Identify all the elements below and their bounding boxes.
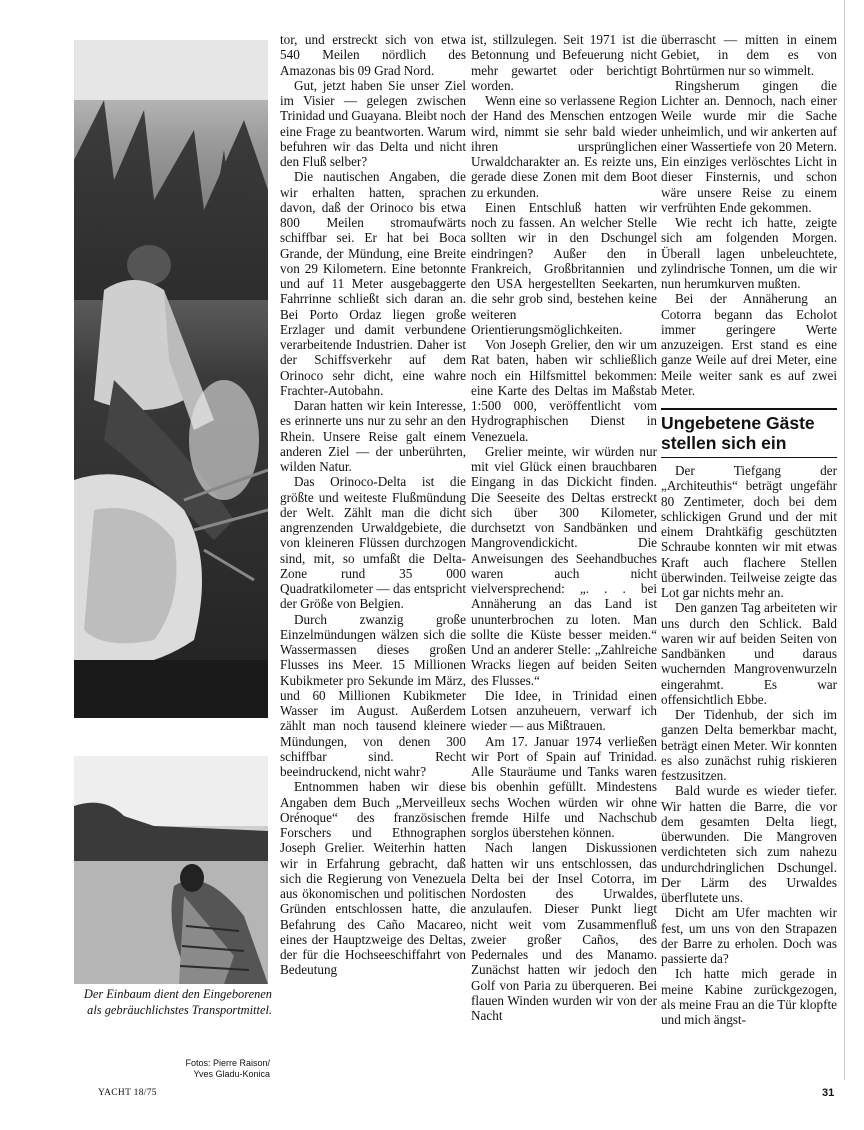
paragraph: Daran hatten wir kein Interesse, es erinnerte uns nur zu sehr an den Rhein. Unsere Reise galt einem anderen Ziel — der unberührten, wilden Natur.: [280, 398, 466, 474]
paragraph: Die Idee, in Trinidad einen Lotsen anzuheuern, verwarf ich wieder — aus Mißtrauen.: [471, 687, 657, 734]
paragraph: Das Orinoco-Delta ist die größte und weiteste Flußmündung der Welt. Zählt man die dicht angrenzenden Urwaldgebiete, die von kleineren Flüssen durchzogen sind, mit, so umfaßt die Delta-Zone rund 35 000 Quadratkilometer — das entspricht der Größe von Belgien.: [280, 474, 466, 612]
paragraph: Durch zwanzig große Einzelmündungen wälzen sich die Wassermassen dieses großen Flusses ins Meer. 15 Millionen Kubikmeter pro Sekunde im März, und 60 Millionen Kubikmeter Wasser im August. Außerdem zählt man noch tausend kleinere Mündungen, von denen 300 schiffbar sind. Recht beeindruckend, nicht wahr?: [280, 611, 466, 779]
page-number: 31: [822, 1087, 835, 1099]
magazine-issue-label: YACHT 18/75: [98, 1088, 157, 1098]
paragraph: Den ganzen Tag arbeiteten wir uns durch den Schlick. Bald waren wir auf beiden Seiten von Sandbänken und daraus wuchernden Mangrovenwurzeln eingerahmt. Es war offensichtlich Ebbe.: [661, 600, 837, 707]
paragraph: Der Tidenhub, der sich im ganzen Delta bemerkbar macht, beträgt einen Meter. Wir konnten es also zunächst ruhig riskieren festzusitzen.: [661, 707, 837, 783]
dugout-canoe-photo-art: [74, 756, 268, 984]
paragraph: überrascht — mitten in einem Gebiet, in dem es von Bohrtürmen nur so wimmelt.: [661, 32, 837, 78]
paragraph: ist, stillzulegen. Seit 1971 ist die Betonnung und Befeuerung nicht mehr gewartet oder berichtigt worden.: [471, 32, 657, 93]
paragraph: Von Joseph Grelier, den wir um Rat baten, haben wir schließlich noch ein Hilfsmittel bekommen: eine Karte des Deltas im Maßstab 1:500 000, veröffentlicht vom Hydrographischen Dienst in Venezuela.: [471, 337, 657, 444]
photo-credit-line2: Yves Gladu-Konica: [193, 1069, 270, 1079]
paragraph: Dicht am Ufer machten wir fest, um uns von den Strapazen der Barre zu erholen. Doch was passierte da?: [661, 905, 837, 966]
paragraph: Einen Entschluß hatten wir noch zu fassen. An welcher Stelle sollten wir in den Dschungel eindringen? Außer den in Frankreich, Großbritannien und den USA hergestellten Seekarten, die sehr grob sind, bestehen keine weiteren Orientierungsmöglichkeiten.: [471, 199, 657, 337]
paragraph: Ich hatte mich gerade in meine Kabine zurückgezogen, als meine Frau an die Tür klopfte und mich ängst-: [661, 966, 837, 1027]
headline-rule-top: [661, 408, 837, 410]
article-column-3: [661, 32, 837, 1027]
jungle-campfire-photo: [74, 40, 268, 718]
photo-credit-line1: Fotos: Pierre Raison/: [185, 1058, 270, 1068]
photo-credit: [74, 1058, 270, 1080]
paragraph: Die nautischen Angaben, die wir erhalten hatten, sprachen davon, daß der Orinoco bis etwa 800 Meilen stromaufwärts schiffbar sei. Er hat bei Boca Grande, der Mündung, eine Breite von 29 Kilometern. Eine betonnte und auf 11 Meter ausgebaggerte Fahrrinne schließt sich daran an. Bei Porto Ordaz liegen große Erzlager und damit verbundene verarbeitende Industrien. Daher ist der Schiffsverkehr auf dem Orinoco sehr dicht, eine wahre Frachter-Autobahn.: [280, 169, 466, 398]
paragraph: Entnommen haben wir diese Angaben dem Buch „Merveilleux Orénoque“ des französischen Forschers und Ethnographen Joseph Grelier. Weiterhin hatten wir in Erfahrung gebracht, daß sich die Regierung von Venezuela aus ökonomischen und politischen Gründen entschlossen hatte, die Befahrung des Caño Macareo, eines der Hauptzweige des Deltas, der für die Hochseeschiffahrt von Bedeutung: [280, 779, 466, 978]
paragraph: Ringsherum gingen die Lichter an. Dennoch, nach einer Weile wurde mir die Sache unheimlich, und wir ankerten auf einer Wassertiefe von 20 Metern. Ein einziges verlöschtes Licht in dieser Finsternis, und schon wäre unsere Reise zu einem verfrühten Ende gekommen.: [661, 77, 837, 215]
page-edge-rule: [844, 0, 845, 1080]
article-column-2: [471, 32, 657, 1023]
paragraph: Wenn eine so verlassene Region der Hand des Menschen entzogen wird, nimmt sie sehr bald wieder ihren ursprünglichen Urwaldcharakter an. Es reizte uns, gerade diese Zonen mit dem Boot zu erkunden.: [471, 93, 657, 200]
paragraph: Der Tiefgang der „Architeuthis“ beträgt ungefähr 80 Zentimeter, doch bei dem schlickigen Grund und der mit einem Drahtkäfig geschützten Schraube konnten wir mit etwas Kraft auch flachere Stellen überwinden. Teilweise zeigte das Lot gar nichts mehr an.: [661, 463, 837, 600]
headline-rule-bottom: [661, 457, 837, 458]
paragraph: Wie recht ich hatte, zeigte sich am folgenden Morgen. Überall lagen unbeleuchtete, zylindrische Tonnen, um die wir nun herumkurven mußten.: [661, 215, 837, 291]
photo-caption: Der Einbaum dient den Eingeborenen als gebräuchlichstes Transportmittel.: [83, 987, 272, 1017]
section-headline: Ungebetene Gäste stellen sich ein: [661, 413, 815, 453]
paragraph: Gut, jetzt haben Sie unser Ziel im Visier — gelegen zwischen Trinidad und Guayana. Bleibt noch eine Frage zu beantworten. Warum befuhren wir das Delta und nicht den Fluß selber?: [280, 77, 466, 169]
article-column-1: [280, 32, 466, 978]
paragraph: Bald wurde es wieder tiefer. Wir hatten die Barre, die vor dem gesamten Delta liegt, überwunden. Die Mangroven verdichteten sich zum nahezu undurchdringlichen Dschungel. Der Lärm des Urwaldes überflutete uns.: [661, 783, 837, 905]
jungle-campfire-photo-art: [74, 40, 268, 718]
paragraph: Grelier meinte, wir würden nur mit viel Glück einen brauchbaren Eingang in das Dickicht finden. Die Seeseite des Deltas erstreckt sich über 300 Kilometer, durchsetzt von Sandbänken und Mangrovendickicht. Die Anweisungen des Seehandbuches waren auch nicht vielversprechend: „. . . bei Annäherung an das Land ist ununterbrochen zu loten. Man sollte die Küste besser meiden.“ Und an anderer Stelle: „Zahlreiche Wracks liegen auf beiden Seiten des Flusses.“: [471, 443, 657, 688]
paragraph: Am 17. Januar 1974 verließen wir Port of Spain auf Trinidad. Alle Stauräume und Tanks waren bis obenhin gefüllt. Mindestens sechs Wochen würden wir ohne fremde Hilfe und Nachschub sorglos überstehen können.: [471, 733, 657, 840]
paragraph: Bei der Annäherung an Cotorra begann das Echolot immer geringere Werte anzuzeigen. Erst stand es eine ganze Weile auf drei Meter, eine Meile weiter sank es auf zwei Meter.: [661, 291, 837, 398]
paragraph: tor, und erstreckt sich von etwa 540 Meilen nördlich des Amazonas bis 09 Grad Nord.: [280, 32, 466, 78]
paragraph: Nach langen Diskussionen hatten wir uns entschlossen, das Delta bei der Insel Cotorra, im Nordosten des Urwaldes, anzulaufen. Dieser Punkt liegt nicht weit vom Zusammenfluß zweier großer Caños, des Pedernales und des Manamo. Zunächst hatten wir jedoch den Golf von Paria zu überqueren. Bei flauen Winden wurden wir von der Nacht: [471, 840, 657, 1023]
dugout-canoe-photo: [74, 756, 268, 984]
